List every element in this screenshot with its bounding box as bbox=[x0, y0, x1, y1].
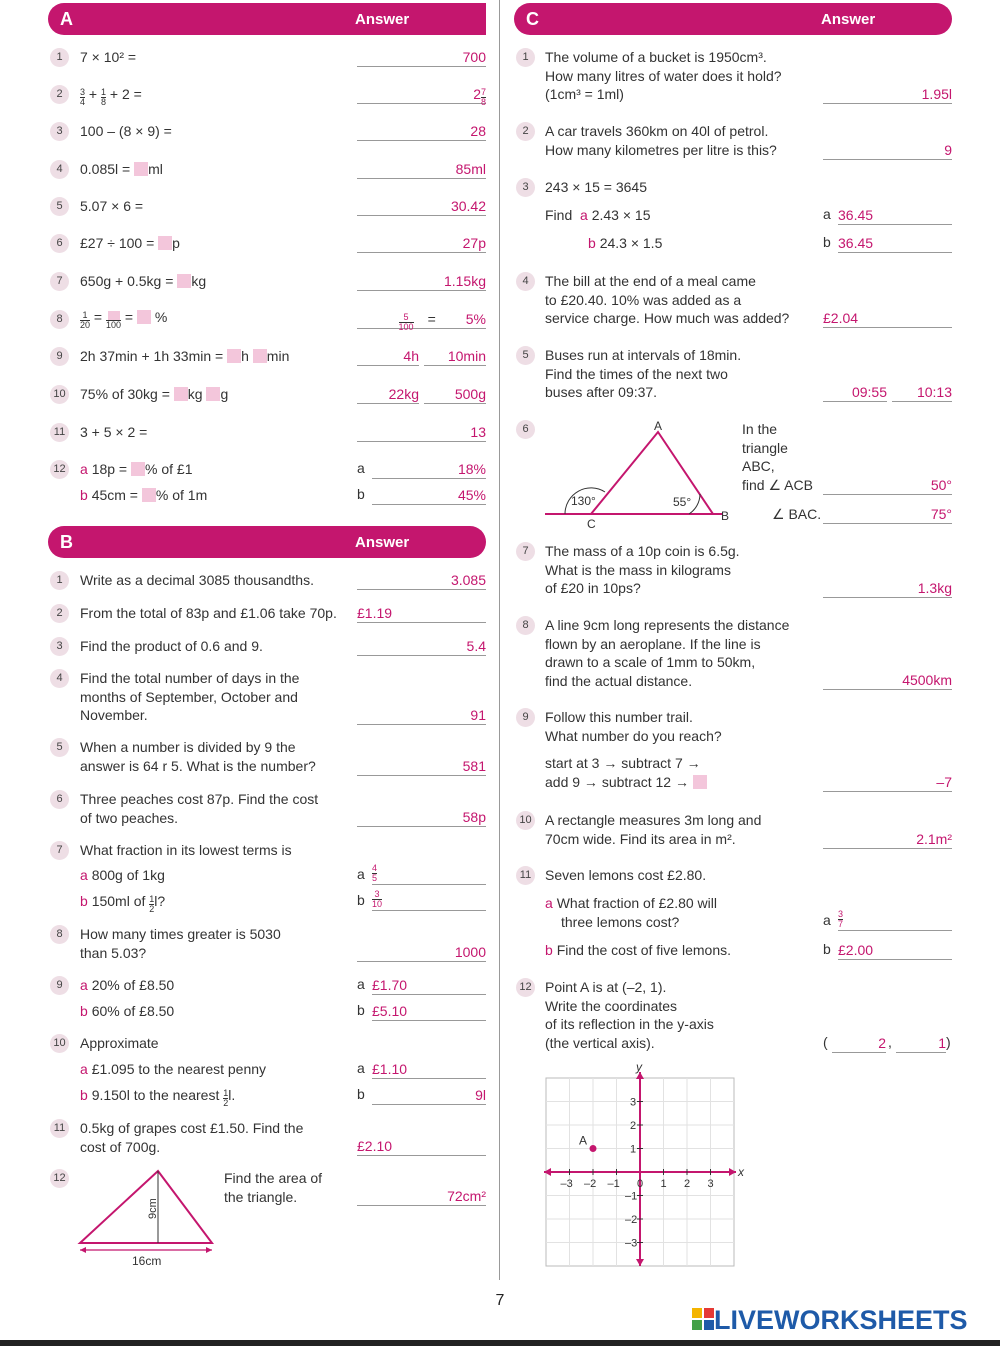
answer-field[interactable]: £1.70 bbox=[372, 976, 486, 995]
question-number: 1 bbox=[516, 48, 535, 67]
question-number: 2 bbox=[516, 122, 535, 141]
answer-field[interactable]: 36.45 bbox=[838, 206, 952, 225]
answer-field[interactable]: £5.10 bbox=[372, 1002, 486, 1021]
question-number: 7 bbox=[50, 841, 69, 860]
question-text: b 9.150l to the nearest $\frac{1}{2}$ l. bbox=[80, 1087, 236, 1108]
question-text: b 150ml of $\frac{1}{2}$ l? bbox=[80, 893, 166, 914]
question-number: 5 bbox=[516, 346, 535, 365]
brand-name: LIVEWORKSHEETS bbox=[714, 1305, 968, 1335]
part-label: b bbox=[823, 234, 831, 250]
point-a-label: A bbox=[579, 1133, 588, 1148]
answer-field-y[interactable]: 1 bbox=[896, 1034, 946, 1053]
answer-field[interactable]: 1.15kg bbox=[357, 272, 486, 291]
part-label: b bbox=[357, 1086, 365, 1102]
answer-field[interactable]: $\frac{3}{10}$ bbox=[372, 890, 486, 911]
question-number: 12 bbox=[50, 460, 69, 479]
answer-field[interactable]: $\frac{5}{100}$ = 5% bbox=[357, 310, 486, 329]
part-label: b bbox=[357, 892, 365, 908]
blank-box bbox=[177, 274, 191, 288]
part-label: a bbox=[357, 1060, 365, 1076]
answer-field[interactable]: 36.45 bbox=[838, 234, 952, 253]
question-text: A car travels 360km on 40l of petrol. How many kilometres per litre is this? bbox=[545, 123, 777, 158]
x-tick-label: 3 bbox=[707, 1178, 714, 1190]
question-number: 3 bbox=[516, 178, 535, 197]
question-text: A line 9cm long represents the distance flown by an aeroplane. If the line is drawn to a scale of 1mm to 50km, find the actual distance. bbox=[545, 617, 790, 689]
question-text: Follow this number trail. What number do you reach? bbox=[545, 709, 722, 744]
question-text: Seven lemons cost £2.80. bbox=[545, 867, 707, 883]
question-text: What fraction in its lowest terms is bbox=[80, 842, 292, 858]
answer-field[interactable]: 2 $\frac{7}{8}$ bbox=[357, 85, 486, 104]
coordinate-grid bbox=[540, 1060, 750, 1270]
answer-heading: Answer bbox=[355, 11, 410, 28]
angle-55-label: 55° bbox=[673, 495, 692, 509]
vertex-b-label: B bbox=[721, 509, 730, 523]
triangle-abc-diagram bbox=[543, 418, 733, 533]
question-text: a 18p = % of £1 bbox=[80, 461, 193, 477]
part-label: b bbox=[823, 941, 831, 957]
part-label: a bbox=[823, 912, 831, 928]
answer-field[interactable]: 22kg bbox=[357, 385, 419, 404]
question-text: 100 – (8 × 9) = bbox=[80, 123, 172, 139]
question-number: 12 bbox=[50, 1169, 69, 1188]
question-number: 12 bbox=[516, 978, 535, 997]
section-letter: B bbox=[60, 532, 73, 552]
question-text: a What fraction of £2.80 will three lemons cost? bbox=[545, 895, 717, 930]
section-c-header bbox=[514, 3, 952, 35]
x-tick-label: –2 bbox=[584, 1178, 597, 1190]
answer-field[interactable]: 30.42 bbox=[357, 197, 486, 216]
answer-field[interactable]: 85ml bbox=[357, 160, 486, 179]
question-number: 8 bbox=[516, 616, 535, 635]
answer-field[interactable]: 91 bbox=[357, 706, 486, 725]
bottom-bar bbox=[0, 1340, 1000, 1346]
section-a-header bbox=[48, 3, 486, 35]
answer-field[interactable]: 50° bbox=[823, 476, 952, 495]
question-text: £27 ÷ 100 = p bbox=[80, 235, 180, 251]
question-number: 3 bbox=[50, 637, 69, 656]
question-number: 7 bbox=[50, 272, 69, 291]
x-tick-label: –1 bbox=[607, 1178, 620, 1190]
answer-field[interactable]: 75° bbox=[823, 505, 952, 524]
question-text: 650g + 0.5kg = kg bbox=[80, 273, 207, 289]
answer-field[interactable]: –7 bbox=[823, 773, 952, 792]
question-number: 11 bbox=[50, 1119, 69, 1138]
question-text: A rectangle measures 3m long and 70cm wide. Find its area in m². bbox=[545, 812, 762, 847]
question-number: 2 bbox=[50, 604, 69, 623]
question-number: 4 bbox=[516, 272, 535, 291]
question-number: 1 bbox=[50, 571, 69, 590]
question-number: 10 bbox=[50, 1034, 69, 1053]
answer-field[interactable]: 9 bbox=[823, 141, 952, 160]
question-text: 7 × 10² = bbox=[80, 49, 137, 65]
question-text: Buses run at intervals of 18min. Find the times of the next two buses after 09:37. bbox=[545, 347, 742, 400]
x-tick-label: –3 bbox=[560, 1178, 573, 1190]
question-text: $\frac{1}{20}$ = 100 = % bbox=[80, 309, 168, 330]
answer-field[interactable]: £1.19 bbox=[357, 604, 486, 623]
question-number: 3 bbox=[50, 122, 69, 141]
question-number: 10 bbox=[50, 385, 69, 404]
question-number: 11 bbox=[50, 423, 69, 442]
part-label: a bbox=[357, 976, 365, 992]
base-label: 16cm bbox=[132, 1254, 162, 1268]
question-number: 11 bbox=[516, 866, 535, 885]
answer-field[interactable]: 72cm² bbox=[357, 1187, 486, 1206]
answer-field[interactable]: 10min bbox=[424, 347, 486, 366]
question-number: 8 bbox=[50, 925, 69, 944]
bracket-open: ( bbox=[823, 1034, 828, 1050]
question-text: start at 3 → subtract 7 → add 9 → subtract 12 → bbox=[545, 754, 707, 791]
y-tick-label: –2 bbox=[625, 1214, 638, 1226]
answer-field[interactable]: 1000 bbox=[357, 943, 486, 962]
answer-field[interactable]: £1.10 bbox=[372, 1060, 486, 1079]
answer-field[interactable]: 10:13 bbox=[892, 383, 952, 402]
question-text: The volume of a bucket is 1950cm³. How many litres of water does it hold? (1cm³ = 1ml) bbox=[545, 49, 782, 102]
answer-field[interactable]: 5.4 bbox=[357, 637, 486, 656]
question-text: Find a 2.43 × 15 bbox=[545, 207, 651, 223]
vertex-a-label: A bbox=[654, 419, 663, 433]
answer-heading: Answer bbox=[355, 534, 410, 551]
question-number: 2 bbox=[50, 85, 69, 104]
blank-box bbox=[134, 162, 148, 176]
question-number: 9 bbox=[50, 347, 69, 366]
answer-field[interactable]: 09:55 bbox=[823, 383, 887, 402]
answer-field[interactable]: £2.04 bbox=[823, 309, 952, 328]
question-text: 3 + 5 × 2 = bbox=[80, 424, 148, 440]
part-label: a bbox=[823, 206, 831, 222]
part-label: b bbox=[357, 486, 365, 502]
y-arrow-down bbox=[636, 1259, 644, 1266]
question-text: 0.085l = ml bbox=[80, 161, 163, 177]
question-text: b 24.3 × 1.5 bbox=[588, 235, 663, 251]
blank-box bbox=[158, 236, 172, 250]
section-b-header bbox=[48, 526, 486, 558]
answer-field[interactable]: 27p bbox=[357, 234, 486, 253]
answer-field[interactable]: 13 bbox=[357, 423, 486, 442]
question-number: 4 bbox=[50, 669, 69, 688]
part-label: b bbox=[357, 1002, 365, 1018]
question-text: Find the total number of days in the months of September, October and November. bbox=[80, 670, 300, 723]
question-number: 10 bbox=[516, 811, 535, 830]
answer-field[interactable]: 700 bbox=[357, 48, 486, 67]
x-tick-label: 0 bbox=[637, 1178, 644, 1190]
question-number: 9 bbox=[516, 708, 535, 727]
point-a bbox=[590, 1145, 597, 1152]
answer-field[interactable]: 3.085 bbox=[357, 571, 486, 590]
y-tick-label: –3 bbox=[625, 1237, 638, 1250]
question-number: 9 bbox=[50, 976, 69, 995]
answer-field[interactable]: $\frac{3}{7}$ bbox=[838, 910, 952, 931]
question-text: Three peaches cost 87p. Find the cost of two peaches. bbox=[80, 791, 319, 826]
answer-field[interactable]: 1.95l bbox=[823, 85, 952, 104]
x-tick-label: 2 bbox=[684, 1178, 691, 1190]
question-text: In the triangle ABC, find ∠ ACB bbox=[742, 421, 813, 493]
answer-field[interactable]: £2.10 bbox=[357, 1137, 486, 1156]
logo-icon bbox=[692, 1308, 714, 1330]
answer-field[interactable]: 18% bbox=[372, 460, 486, 479]
question-text: b Find the cost of five lemons. bbox=[545, 942, 731, 958]
question-text: b 60% of £8.50 bbox=[80, 1003, 175, 1019]
page-number: 7 bbox=[495, 1292, 505, 1309]
answer-field[interactable]: 45% bbox=[372, 486, 486, 505]
question-text: Find the area of the triangle. bbox=[224, 1170, 323, 1205]
question-number: 5 bbox=[50, 738, 69, 757]
question-text: a 20% of £8.50 bbox=[80, 977, 175, 993]
question-number: 6 bbox=[516, 420, 535, 439]
part-label: a bbox=[357, 866, 365, 882]
section-letter: C bbox=[526, 9, 539, 29]
question-text: $\frac{3}{4}$ + $\frac{1}{8}$ + 2 = bbox=[80, 86, 142, 107]
question-text: From the total of 83p and £1.06 take 70p. bbox=[80, 605, 337, 621]
question-text: 5.07 × 6 = bbox=[80, 198, 144, 214]
answer-field[interactable]: 1.3kg bbox=[823, 579, 952, 598]
question-text: a £1.095 to the nearest penny bbox=[80, 1061, 267, 1077]
question-text: b 45cm = % of 1m bbox=[80, 487, 208, 503]
question-text: 0.5kg of grapes cost £1.50. Find the cost of 700g. bbox=[80, 1120, 304, 1155]
answer-field[interactable]: 58p bbox=[357, 808, 486, 827]
y-tick-label: 2 bbox=[630, 1120, 637, 1132]
blank-box bbox=[137, 310, 151, 324]
triangle-diagram bbox=[74, 1165, 224, 1270]
y-tick-label: –1 bbox=[625, 1190, 638, 1203]
question-text: a 800g of 1kg bbox=[80, 867, 165, 883]
question-number: 7 bbox=[516, 542, 535, 561]
question-number: 1 bbox=[50, 48, 69, 67]
y-tick-label: 3 bbox=[630, 1096, 637, 1109]
answer-field[interactable]: 4500km bbox=[823, 671, 952, 690]
question-text: 2h 37min + 1h 33min = h min bbox=[80, 348, 290, 364]
angle-130-label: 130° bbox=[571, 494, 596, 508]
x-tick-label: 1 bbox=[660, 1178, 667, 1190]
answer-field[interactable]: $\frac{4}{5}$ bbox=[372, 864, 486, 885]
column-divider bbox=[499, 0, 500, 1280]
question-number: 6 bbox=[50, 234, 69, 253]
answer-field[interactable]: £2.00 bbox=[838, 941, 952, 960]
bracket-close: ) bbox=[946, 1034, 951, 1050]
question-number: 6 bbox=[50, 790, 69, 809]
question-text: Find the product of 0.6 and 9. bbox=[80, 638, 263, 654]
answer-field[interactable]: 9l bbox=[372, 1086, 486, 1105]
question-text: Point A is at (–2, 1). Write the coordinates of its reflection in the y-axis (the vertical axis). bbox=[545, 979, 714, 1051]
x-axis-label: x bbox=[738, 1165, 744, 1179]
x-arrow-left bbox=[544, 1168, 551, 1176]
part-label: a bbox=[357, 460, 365, 476]
question-text: Write as a decimal 3085 thousandths. bbox=[80, 572, 314, 588]
answer-field[interactable]: 2.1m² bbox=[823, 830, 952, 849]
question-text: How many times greater is 5030 than 5.03? bbox=[80, 926, 281, 961]
answer-heading: Answer bbox=[821, 11, 876, 28]
height-label: 9cm bbox=[147, 1198, 159, 1219]
question-number: 8 bbox=[50, 310, 69, 329]
answer-field[interactable]: 4h bbox=[357, 347, 419, 366]
question-text: ∠ BAC. bbox=[772, 506, 822, 522]
question-text: Approximate bbox=[80, 1035, 159, 1051]
question-number: 5 bbox=[50, 197, 69, 216]
section-letter: A bbox=[60, 9, 73, 29]
question-text: When a number is divided by 9 the answer is 64 r 5. What is the number? bbox=[80, 739, 316, 774]
answer-field[interactable]: 581 bbox=[357, 757, 486, 776]
answer-field-x[interactable]: 2 bbox=[832, 1034, 886, 1053]
question-text: The mass of a 10p coin is 6.5g. What is the mass in kilograms of £20 in 10ps? bbox=[545, 543, 740, 596]
x-arrow-right bbox=[729, 1168, 736, 1176]
question-text: The bill at the end of a meal came to £20.40. 10% was added as a service charge. How much was added? bbox=[545, 273, 790, 326]
vertex-c-label: C bbox=[587, 517, 596, 531]
answer-field[interactable]: 28 bbox=[357, 122, 486, 141]
question-text: 243 × 15 = 3645 bbox=[545, 179, 647, 195]
y-axis-label: y bbox=[636, 1060, 642, 1074]
answer-field[interactable]: 500g bbox=[424, 385, 486, 404]
comma: , bbox=[888, 1034, 892, 1050]
y-tick-label: 1 bbox=[630, 1143, 637, 1156]
question-number: 4 bbox=[50, 160, 69, 179]
question-text: 75% of 30kg = kg g bbox=[80, 386, 229, 402]
